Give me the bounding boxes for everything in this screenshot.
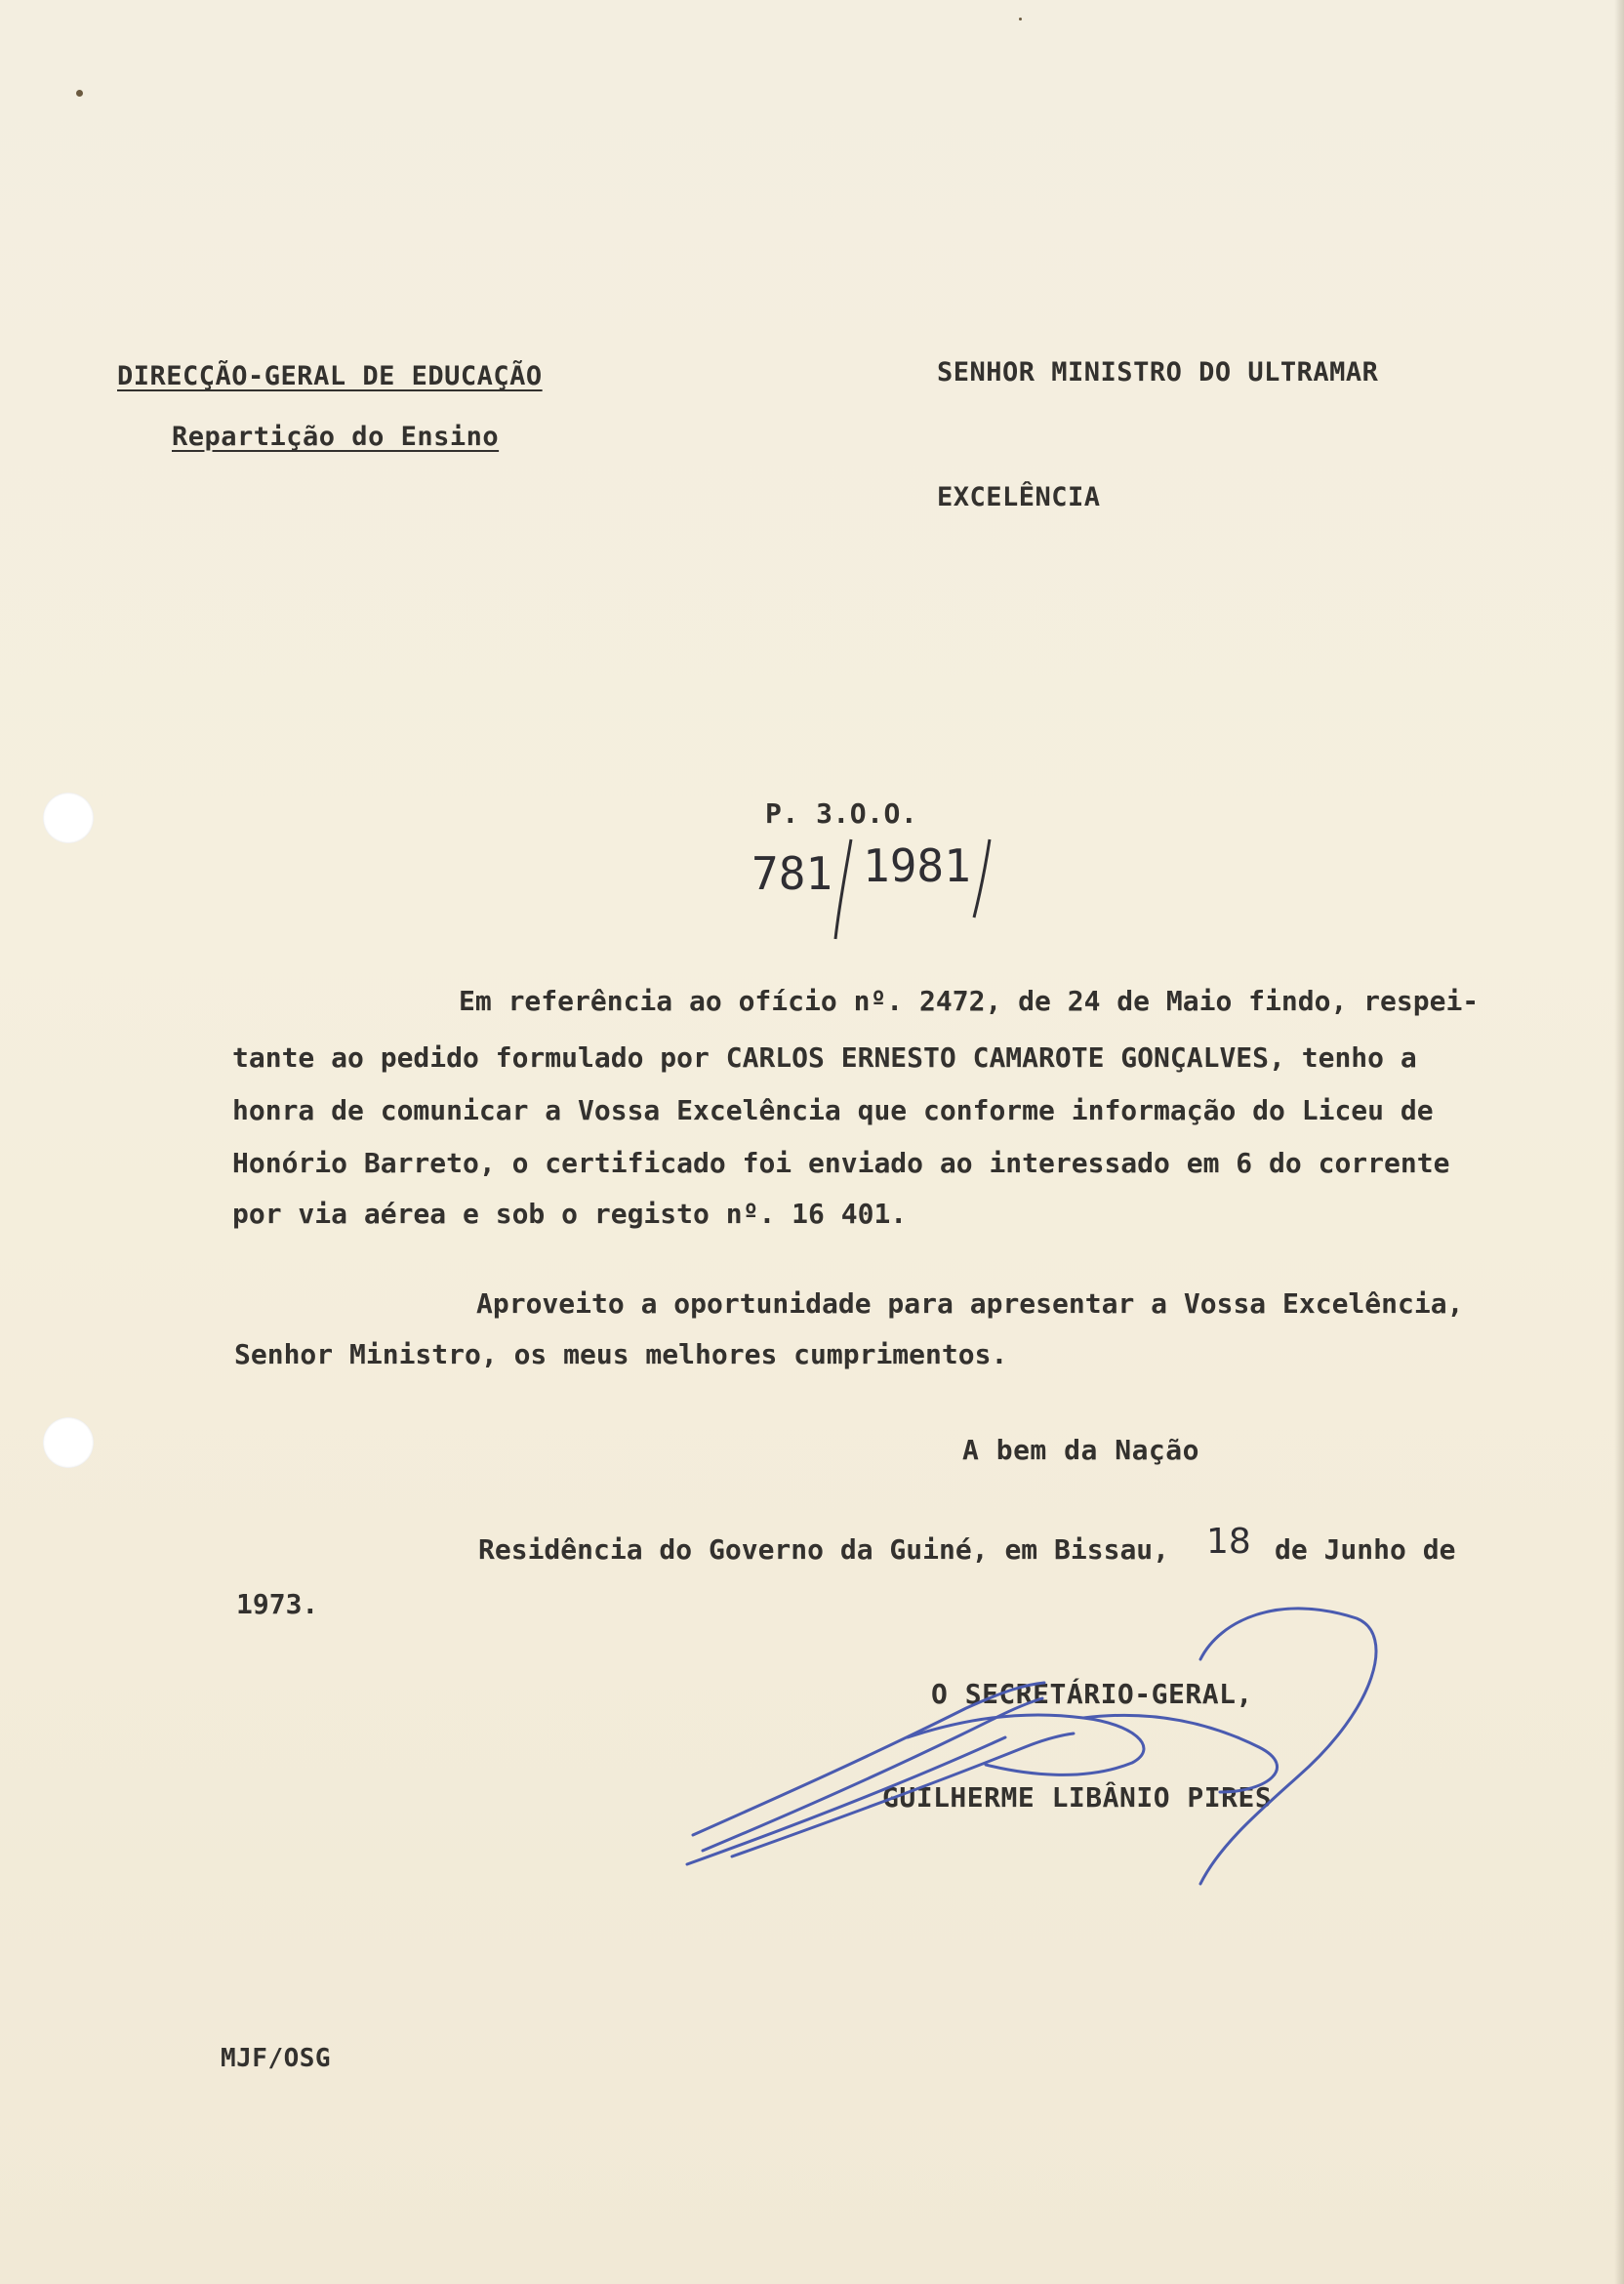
paper-speck	[1019, 18, 1022, 20]
closing-phrase: A bem da Nação	[962, 1434, 1200, 1466]
body-paragraph-1-line-5: por via aérea e sob o registo nº. 16 401.	[232, 1198, 908, 1230]
body-paragraph-2-line-2: Senhor Ministro, os meus melhores cumprimentos.	[234, 1338, 1008, 1370]
body-paragraph-2-line-1: Aproveito a oportunidade para apresentar a Vossa Excelência,	[476, 1287, 1464, 1320]
punch-hole-upper	[43, 793, 94, 843]
signatory-name: GUILHERME LIBÂNIO PIRES	[882, 1781, 1273, 1814]
addressee-line: SENHOR MINISTRO DO ULTRAMAR	[937, 357, 1379, 387]
place-date-prefix: Residência do Governo da Guiné, em Bissau,	[478, 1533, 1170, 1566]
typist-initials: MJF/OSG	[221, 2044, 332, 2073]
reference-slash-1	[832, 836, 855, 943]
punch-hole-lower	[43, 1417, 94, 1468]
paper-speck	[76, 90, 83, 97]
department-heading: DIRECÇÃO-GERAL DE EDUCAÇÃO	[117, 361, 543, 391]
reference-slash-2	[968, 836, 994, 921]
place-date-suffix: de Junho de	[1275, 1533, 1456, 1566]
body-paragraph-1-line-1: Em referência ao ofício nº. 2472, de 24 de Maio findo, respei-	[459, 985, 1480, 1017]
section-heading: Repartição do Ensino	[172, 422, 500, 452]
date-year: 1973.	[236, 1588, 319, 1620]
reference-year: 1981	[863, 839, 971, 892]
body-paragraph-1-line-3: honra de comunicar a Vossa Excelência que conforme informação do Liceu de	[232, 1094, 1434, 1126]
handwritten-day: 18	[1206, 1522, 1251, 1562]
body-paragraph-1-line-2: tante ao pedido formulado por CARLOS ERNESTO CAMAROTE GONÇALVES, tenho a	[232, 1041, 1417, 1074]
page-edge-shadow	[1614, 0, 1624, 2284]
reference-code: P. 3.O.O.	[765, 797, 918, 830]
reference-number: 781	[751, 847, 833, 900]
signatory-title: O SECRETÁRIO-GERAL,	[931, 1678, 1253, 1710]
body-paragraph-1-line-4: Honório Barreto, o certificado foi enviado ao interessado em 6 do corrente	[232, 1147, 1450, 1179]
salutation-line: EXCELÊNCIA	[937, 482, 1101, 512]
handwritten-signature	[673, 1601, 1396, 1894]
